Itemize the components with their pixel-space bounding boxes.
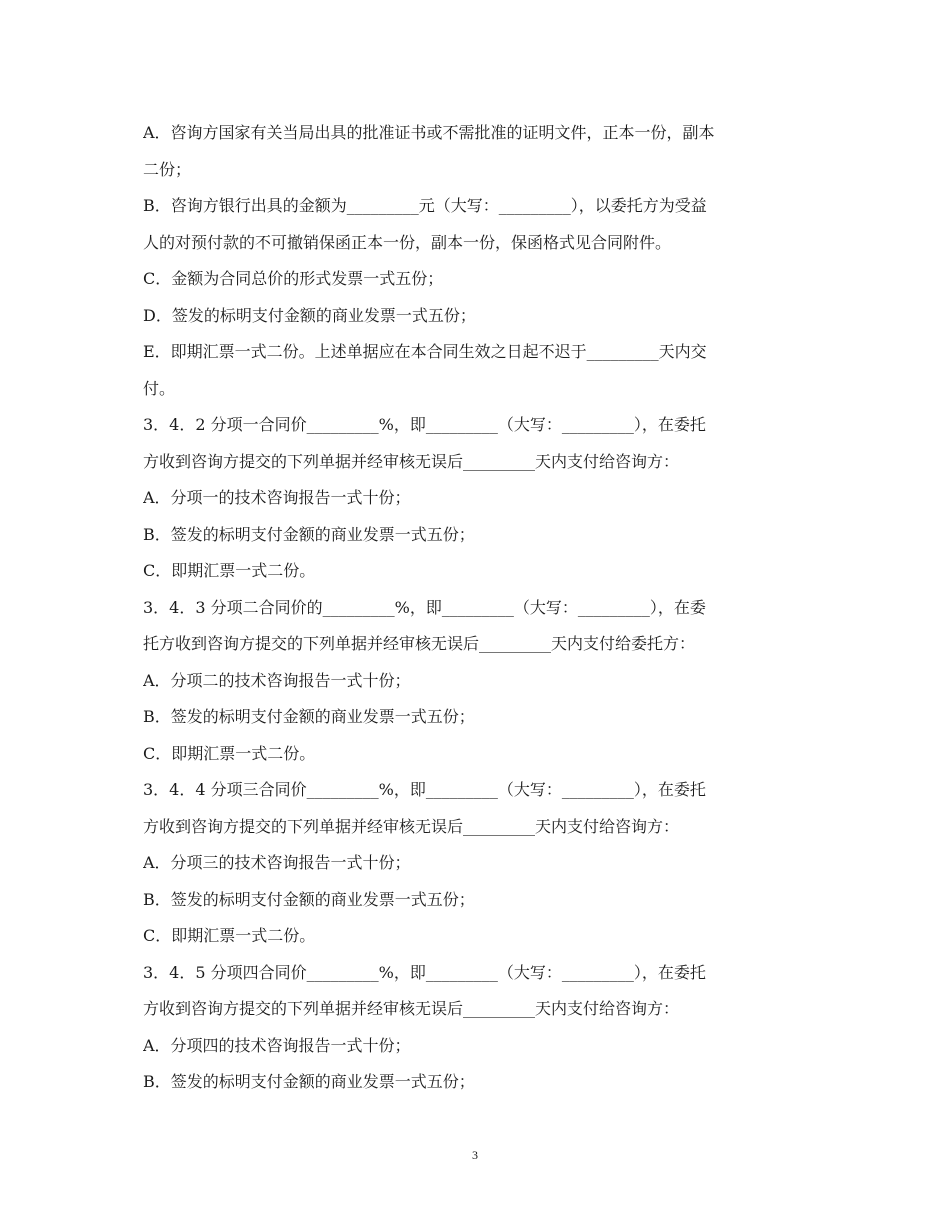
clause-heading-3-4-2: 3．4．2 分项一合同价_________%，即_________（大写：_________），在委托 xyxy=(143,415,706,434)
text-line: 方收到咨询方提交的下列单据并经审核无误后_________天内支付给咨询方： xyxy=(143,999,680,1018)
text-line: A．分项一的技术咨询报告一式十份； xyxy=(143,488,411,507)
text-line: B．签发的标明支付金额的商业发票一式五份； xyxy=(143,889,475,909)
text-line: 人的对预付款的不可撤销保函正本一份，副本一份，保函格式见合同附件。 xyxy=(143,232,672,252)
text-line: B．咨询方银行出具的金额为_________元（大写：_________），以委托方为受益 xyxy=(143,196,707,215)
text-line: E．即期汇票一式二份。上述单据应在本合同生效之日起不迟于_________天内交 xyxy=(143,342,707,361)
text-line: C．即期汇票一式二份。 xyxy=(143,561,316,580)
clause-heading-3-4-5: 3．4．5 分项四合同价_________%，即_________（大写：_________），在委托 xyxy=(143,962,706,982)
text-line: C．即期汇票一式二份。 xyxy=(143,743,316,763)
text-line: D．签发的标明支付金额的商业发票一式五份； xyxy=(143,305,476,325)
text-line: B．签发的标明支付金额的商业发票一式五份； xyxy=(143,707,475,726)
document-body xyxy=(143,115,808,1101)
text-line: A．分项三的技术咨询报告一式十份； xyxy=(143,853,411,872)
text-line: A．咨询方国家有关当局出具的批准证书或不需批准的证明文件，正本一份，副本 xyxy=(143,123,715,142)
text-line: B．签发的标明支付金额的商业发票一式五份； xyxy=(143,1072,475,1091)
text-line: C．即期汇票一式二份。 xyxy=(143,926,316,945)
text-line: 方收到咨询方提交的下列单据并经审核无误后_________天内支付给咨询方： xyxy=(143,816,680,836)
text-line: 二份； xyxy=(143,159,192,179)
text-line: 方收到咨询方提交的下列单据并经审核无误后_________天内支付给咨询方： xyxy=(143,451,680,471)
clause-heading-3-4-3: 3．4．3 分项二合同价的_________%，即_________（大写：_________），在委 xyxy=(143,597,706,617)
text-line: B．签发的标明支付金额的商业发票一式五份； xyxy=(143,524,475,544)
text-line: C．金额为合同总价的形式发票一式五份； xyxy=(143,269,444,288)
text-line: 付。 xyxy=(143,378,176,398)
text-line: 托方收到咨询方提交的下列单据并经审核无误后_________天内支付给委托方： xyxy=(143,634,696,653)
clause-heading-3-4-4: 3．4．4 分项三合同价_________%，即_________（大写：_________），在委托 xyxy=(143,780,706,799)
page-number: 3 xyxy=(472,1148,478,1162)
text-line: A．分项二的技术咨询报告一式十份； xyxy=(143,670,411,690)
text-line: A．分项四的技术咨询报告一式十份； xyxy=(143,1035,411,1055)
